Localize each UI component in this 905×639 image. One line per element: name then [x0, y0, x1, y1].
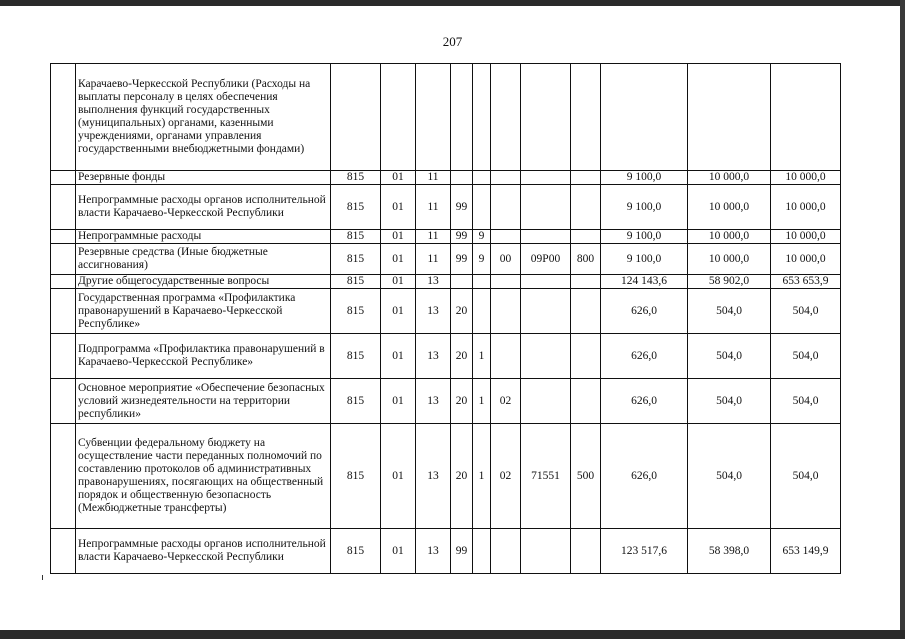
section-code: 01: [381, 379, 416, 424]
ministry-code: 815: [331, 334, 381, 379]
ministry-code: [331, 64, 381, 171]
index-cell: [51, 424, 76, 529]
section-code: 01: [381, 275, 416, 289]
program-code: [451, 64, 473, 171]
table-row: [51, 64, 841, 171]
row-name: Субвенции федеральному бюджету на осуществление части переданных полномочий по составлению протоколов об административных правонарушениях, посягающих на общественный порядок и общественную безопасность (Межбюджетные трансферты): [76, 424, 331, 529]
subsection-code: [416, 64, 451, 171]
amount-1: 626,0: [601, 334, 688, 379]
subsection-code: 13: [416, 529, 451, 574]
ministry-code: 815: [331, 171, 381, 185]
section-code: 01: [381, 230, 416, 244]
subprogram-code: 1: [473, 334, 491, 379]
direction-code: [521, 64, 571, 171]
scan-mark: [42, 575, 43, 580]
ministry-code: 815: [331, 379, 381, 424]
row-name: Подпрограмма «Профилактика правонарушений в Карачаево-Черкесской Республике»: [76, 334, 331, 379]
ministry-code: 815: [331, 185, 381, 230]
table-row: [51, 185, 841, 230]
expense-type-code: [571, 230, 601, 244]
event-code: [491, 64, 521, 171]
index-cell: [51, 244, 76, 275]
section-code: [381, 64, 416, 171]
amount-2: [688, 64, 771, 171]
event-code: 02: [491, 424, 521, 529]
subsection-code: 13: [416, 334, 451, 379]
row-name: Непрограммные расходы органов исполнительной власти Карачаево-Черкесской Республики: [76, 185, 331, 230]
event-code: [491, 289, 521, 334]
amount-1: 9 100,0: [601, 171, 688, 185]
expense-type-code: [571, 185, 601, 230]
direction-code: [521, 275, 571, 289]
event-code: [491, 230, 521, 244]
subsection-code: 13: [416, 275, 451, 289]
subprogram-code: [473, 289, 491, 334]
scan-right-edge: [900, 0, 905, 639]
row-name: Карачаево-Черкесской Республики (Расходы на выплаты персоналу в целях обеспечения выполнения функций государственных (муниципальных) органами, казенными учреждениями, органами управления государственными внебюджетными фондами): [76, 64, 331, 171]
amount-2: 58 398,0: [688, 529, 771, 574]
section-code: 01: [381, 529, 416, 574]
subprogram-code: [473, 275, 491, 289]
expense-type-code: [571, 529, 601, 574]
direction-code: [521, 230, 571, 244]
program-code: 99: [451, 185, 473, 230]
subprogram-code: 1: [473, 379, 491, 424]
ministry-code: 815: [331, 275, 381, 289]
subprogram-code: 9: [473, 244, 491, 275]
program-code: 99: [451, 230, 473, 244]
expense-type-code: [571, 379, 601, 424]
index-cell: [51, 64, 76, 171]
table-row: [51, 424, 841, 529]
amount-3: 10 000,0: [771, 171, 841, 185]
row-name: Резервные фонды: [76, 171, 331, 185]
subsection-code: 11: [416, 244, 451, 275]
row-name: Другие общегосударственные вопросы: [76, 275, 331, 289]
expense-type-code: [571, 171, 601, 185]
index-cell: [51, 230, 76, 244]
subsection-code: 11: [416, 185, 451, 230]
direction-code: 71551: [521, 424, 571, 529]
program-code: [451, 171, 473, 185]
row-name: Резервные средства (Иные бюджетные ассигнования): [76, 244, 331, 275]
scan-top-edge: [0, 0, 905, 6]
scan-bottom-edge: [0, 630, 905, 639]
table-row: [51, 171, 841, 185]
amount-3: 10 000,0: [771, 244, 841, 275]
program-code: 20: [451, 379, 473, 424]
ministry-code: 815: [331, 424, 381, 529]
amount-3: 504,0: [771, 379, 841, 424]
subprogram-code: [473, 185, 491, 230]
amount-1: 626,0: [601, 424, 688, 529]
amount-2: 10 000,0: [688, 185, 771, 230]
event-code: [491, 334, 521, 379]
amount-2: 504,0: [688, 289, 771, 334]
ministry-code: 815: [331, 230, 381, 244]
expense-type-code: [571, 289, 601, 334]
amount-1: 9 100,0: [601, 185, 688, 230]
subprogram-code: [473, 529, 491, 574]
row-name: Основное мероприятие «Обеспечение безопасных условий жизнедеятельности на территории республики»: [76, 379, 331, 424]
program-code: 99: [451, 244, 473, 275]
amount-1: 9 100,0: [601, 230, 688, 244]
program-code: [451, 275, 473, 289]
event-code: [491, 185, 521, 230]
subprogram-code: 1: [473, 424, 491, 529]
amount-1: [601, 64, 688, 171]
amount-3: 504,0: [771, 289, 841, 334]
amount-2: 504,0: [688, 379, 771, 424]
amount-3: 504,0: [771, 334, 841, 379]
subprogram-code: [473, 171, 491, 185]
event-code: [491, 275, 521, 289]
index-cell: [51, 289, 76, 334]
subprogram-code: 9: [473, 230, 491, 244]
ministry-code: 815: [331, 529, 381, 574]
index-cell: [51, 185, 76, 230]
subprogram-code: [473, 64, 491, 171]
table-row: [51, 529, 841, 574]
amount-2: 10 000,0: [688, 244, 771, 275]
event-code: [491, 171, 521, 185]
table-row: [51, 275, 841, 289]
event-code: 00: [491, 244, 521, 275]
index-cell: [51, 529, 76, 574]
row-name: Государственная программа «Профилактика правонарушений в Карачаево-Черкесской Республике»: [76, 289, 331, 334]
direction-code: [521, 185, 571, 230]
program-code: 20: [451, 289, 473, 334]
section-code: 01: [381, 289, 416, 334]
section-code: 01: [381, 185, 416, 230]
subsection-code: 11: [416, 171, 451, 185]
section-code: 01: [381, 424, 416, 529]
expense-type-code: 800: [571, 244, 601, 275]
expense-type-code: [571, 334, 601, 379]
amount-2: 504,0: [688, 424, 771, 529]
amount-3: 504,0: [771, 424, 841, 529]
direction-code: [521, 379, 571, 424]
expense-type-code: [571, 275, 601, 289]
ministry-code: 815: [331, 244, 381, 275]
row-name: Непрограммные расходы: [76, 230, 331, 244]
direction-code: [521, 289, 571, 334]
table-row: [51, 289, 841, 334]
subsection-code: 13: [416, 289, 451, 334]
amount-3: 10 000,0: [771, 185, 841, 230]
index-cell: [51, 334, 76, 379]
amount-2: 58 902,0: [688, 275, 771, 289]
amount-1: 123 517,6: [601, 529, 688, 574]
amount-3: [771, 64, 841, 171]
amount-2: 10 000,0: [688, 171, 771, 185]
amount-1: 124 143,6: [601, 275, 688, 289]
direction-code: 09Р00: [521, 244, 571, 275]
amount-2: 504,0: [688, 334, 771, 379]
expense-type-code: 500: [571, 424, 601, 529]
budget-table: [50, 63, 841, 574]
page-number: 207: [442, 34, 463, 49]
amount-1: 9 100,0: [601, 244, 688, 275]
index-cell: [51, 379, 76, 424]
amount-3: 653 149,9: [771, 529, 841, 574]
program-code: 20: [451, 334, 473, 379]
index-cell: [51, 171, 76, 185]
subsection-code: 11: [416, 230, 451, 244]
event-code: [491, 529, 521, 574]
ministry-code: 815: [331, 289, 381, 334]
direction-code: [521, 529, 571, 574]
amount-1: 626,0: [601, 289, 688, 334]
program-code: 20: [451, 424, 473, 529]
table-row: [51, 379, 841, 424]
direction-code: [521, 171, 571, 185]
direction-code: [521, 334, 571, 379]
index-cell: [51, 275, 76, 289]
section-code: 01: [381, 244, 416, 275]
amount-3: 653 653,9: [771, 275, 841, 289]
section-code: 01: [381, 171, 416, 185]
amount-1: 626,0: [601, 379, 688, 424]
amount-3: 10 000,0: [771, 230, 841, 244]
program-code: 99: [451, 529, 473, 574]
expense-type-code: [571, 64, 601, 171]
amount-2: 10 000,0: [688, 230, 771, 244]
table-row: [51, 334, 841, 379]
table-row: [51, 244, 841, 275]
row-name: Непрограммные расходы органов исполнительной власти Карачаево-Черкесской Республики: [76, 529, 331, 574]
subsection-code: 13: [416, 424, 451, 529]
table-row: [51, 230, 841, 244]
subsection-code: 13: [416, 379, 451, 424]
event-code: 02: [491, 379, 521, 424]
section-code: 01: [381, 334, 416, 379]
